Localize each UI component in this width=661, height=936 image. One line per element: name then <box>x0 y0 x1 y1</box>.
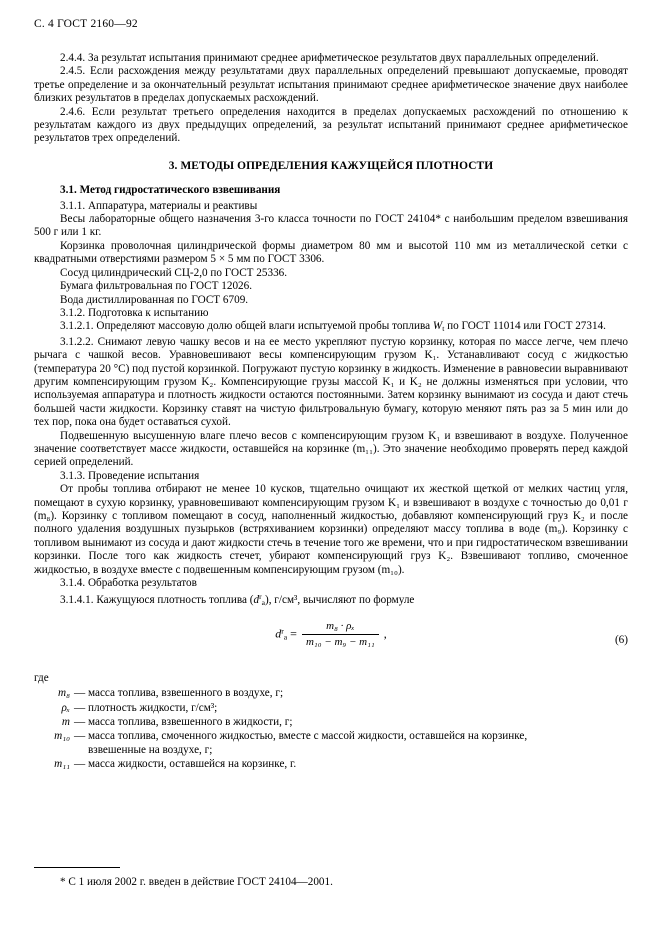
definition-text <box>74 730 628 757</box>
paragraph-3-1-3: 3.1.3. Проведение испытания <box>60 469 200 482</box>
paragraph-3-1-4-1 <box>34 590 628 609</box>
definition-row <box>34 702 628 715</box>
definitions-list <box>34 687 628 771</box>
section-heading-3: 3. МЕТОДЫ ОПРЕДЕЛЕНИЯ КАЖУЩЕЙСЯ ПЛОТНОСТИ <box>168 159 494 172</box>
formula-lhs-subscript: a <box>283 632 288 642</box>
definition-text: — масса жидкости, оставшейся на корзинке, г. <box>74 758 297 771</box>
definition-text-line1: — масса топлива, смоченного жидкостью, вместе с массой жидкости, оставшейся на корзинке, <box>74 730 528 743</box>
definition-text-line2: взвешенные на воздухе, г; <box>88 743 213 756</box>
paragraph-2-4-4: 2.4.4. За результат испытания принимают среднее арифметическое результатов двух параллельных определений. <box>60 52 599 64</box>
paragraph-2-4-6: 2.4.6. Если результат третьего определения находится в пределах допускаемых расхождений по отношению к результатам каждого из двух предыдущих определений, за результат испытаний принимают среднее арифметическое результатов трех определений. <box>34 105 628 145</box>
formula-fraction <box>302 620 379 650</box>
definition-symbol: ρₓ <box>61 701 70 714</box>
definition-symbol: m <box>61 716 70 729</box>
subsection-heading-3-1: 3.1. Метод гидростатического взвешивания <box>60 184 281 197</box>
formula-denominator: m₁₀ − m₉ − m₁₁ <box>305 636 375 649</box>
paragraph-3-1-2: 3.1.2. Подготовка к испытанию <box>60 306 209 319</box>
definition-row <box>34 758 628 771</box>
definition-text: — масса топлива, взвешенного в воздухе, г; <box>74 687 284 700</box>
where-label <box>34 672 628 685</box>
formula-number: (6) <box>614 633 628 646</box>
definition-symbol: m₁₀ <box>54 730 70 743</box>
page-header <box>34 18 138 30</box>
document-body <box>34 52 628 773</box>
paragraph-vessel: Сосуд цилиндрический СЦ-2,0 по ГОСТ 25336. <box>60 266 288 279</box>
formula-expression <box>34 620 628 650</box>
symbol-w-subscript: t <box>442 324 445 334</box>
definition-row <box>34 730 628 757</box>
definition-symbol: m₈ <box>58 687 70 700</box>
paragraph-basket: Корзинка проволочная цилиндрической формы диаметром 80 мм и высотой 110 мм из металлической сетки с квадратными отверстиями размером 5 × 5 мм по ГОСТ 3306. <box>34 239 628 266</box>
p3121-pre: 3.1.2.1. Определяют массовую долю общей влаги испытуемой пробы топлива <box>60 320 433 333</box>
p3141-post: ), г/см³, вычисляют по формуле <box>264 594 415 607</box>
paragraph-3-1-1: 3.1.1. Аппаратура, материалы и реактивы <box>60 199 258 212</box>
paragraph-scales: Весы лабораторные общего назначения 3-го класса точности по ГОСТ 24104* с наибольшим пределом взвешивания 500 г или 1 кг. <box>34 213 628 239</box>
definition-text: — плотность жидкости, г/см³; <box>74 701 218 714</box>
paragraph-3-1-2-1 <box>34 320 628 335</box>
formula-numerator: m₈ · ρₓ <box>302 620 379 635</box>
formula-equals: = <box>290 626 297 641</box>
symbol-w: W <box>432 320 443 333</box>
footnote: * С 1 июля 2002 г. введен в действие ГОСТ 24104—2001. <box>60 876 333 888</box>
paragraph-filter-paper: Бумага фильтровальная по ГОСТ 12026. <box>60 280 253 293</box>
page-number: С. 4 <box>34 18 54 30</box>
p3121-post: по ГОСТ 11014 или ГОСТ 27314. <box>444 320 606 333</box>
formula-lhs-symbol: d <box>275 626 282 641</box>
formula-6 <box>34 620 628 662</box>
footnote-divider <box>34 867 120 868</box>
definition-row <box>34 687 628 700</box>
symbol-d-superscript: r <box>259 592 262 602</box>
paragraph-3-1-2-2: 3.1.2.2. Снимают левую чашку весов и на ее место укрепляют пустую корзинку, которая по массе легче, чем плечо рычага с чашкой весов. Уравновешивают весы компенсирующим грузом K₁. Устанавливают сосуд с жидкостью (температура 20 °С) под пустой корзинкой. Погружают пустую корзинку в жидкость. Изменение в равновесии выравнивают другим компенсирующим грузом K₂. Компенсирующие грузы массой K₁ и K₂ не должны изменяться при условии, что используемая аппаратура и плотность жидкости остаются постоянными. Затем корзинку вынимают из сосуда и дают стечь большей части жидкости. Корзинку ставят на чистую фильтровальную бумагу, которую меняют пять раз за 5 мин или до тех пор, пока она будет оставаться сухой. <box>34 335 628 429</box>
paragraph-2-4-5: 2.4.5. Если расхождения между результатами двух параллельных определений превышают допускаемые, проводят третье определение и за окончательный результат испытания принимают среднее арифметическое значение двух наиболее близких результатов в пределах допускаемых расхождений. <box>34 65 628 105</box>
paragraph-distilled-water: Вода дистиллированная по ГОСТ 6709. <box>60 293 249 306</box>
symbol-d-subscript: a <box>261 598 265 608</box>
definition-symbol: m₁₁ <box>54 758 70 771</box>
paragraph-3-1-4: 3.1.4. Обработка результатов <box>60 577 197 590</box>
paragraph-weighing: Подвешенную высушенную влаге плечо весов с компенсирующим грузом K₁ и взвешивают в воздухе. Полученное значение соответствует массе жидкости, оставшейся на корзинке (m₁₁). Это значение необходимо проверять перед каждой серией определений. <box>34 429 628 469</box>
symbol-d: d <box>253 594 260 607</box>
where-text: где <box>34 671 49 684</box>
formula-lhs-superscript: r <box>281 626 284 636</box>
paragraph-procedure: От пробы топлива отбирают не менее 10 кусков, тщательно очищают их жесткой щеткой от мелких частиц угля, помещают в сухую корзинку, уравновешивают компенсирующим грузом K₁ и взвешивают в воздухе с точностью до 0,01 г (m₈). Корзинку с топливом помещают в сосуд, наполненный жидкостью, добавляют компенсирующий груз K₂ и после полного удаления воздушных пузырьков (встряхиванием корзинки) определяют массу топлива в воде (m₉). Корзинку с топливом вынимают из сосуда и дают жидкости стечь в течение того же времени, что и при гидростатическом взвешивании корзинки. После того как жидкость стечет, убирают компенсирующий груз K₂. Взвешивают топливо, смоченное жидкостью, в воздухе вместе с подвешенным компенсирующим грузом (m₁₀). <box>34 483 628 576</box>
definition-text: — масса топлива, взвешенного в жидкости, г; <box>74 716 293 729</box>
formula-comma: , <box>383 626 387 641</box>
definition-row <box>34 716 628 729</box>
p3141-pre: 3.1.4.1. Кажущуюся плотность топлива ( <box>60 594 254 607</box>
standard-number: ГОСТ 2160—92 <box>57 18 138 30</box>
